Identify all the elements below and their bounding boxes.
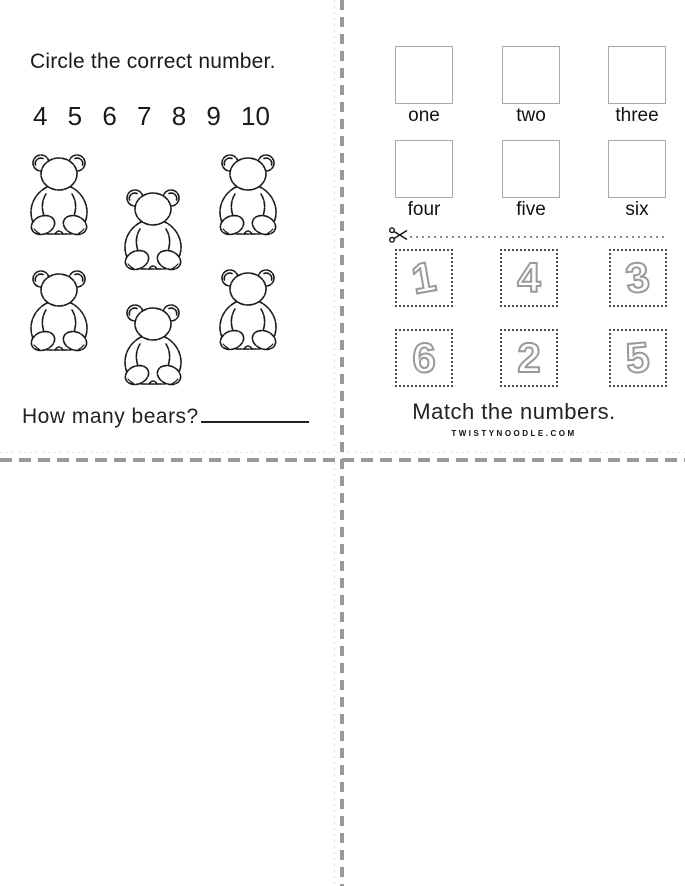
count-box-label-four: four [407,199,441,220]
count-box-label-one: one [408,105,440,126]
count-box-label-two: two [516,105,546,126]
teddy-bear-illustration [24,152,94,242]
vertical-fold-guide-faint [334,0,335,886]
teddy-bear-illustration [118,187,188,277]
count-box-six [608,140,666,198]
number-option-9: 9 [206,101,221,131]
bubble-digit: 3 [623,252,653,303]
question-line [22,404,309,429]
scissors-icon [389,227,409,243]
count-box-label-three: three [615,105,659,126]
count-box-four [395,140,453,198]
site-credit: TWISTYNOODLE.COM [451,429,577,438]
bubble-digit: 5 [624,333,652,382]
cut-number-tile [395,249,453,307]
cut-number-tile [609,329,667,387]
answer-blank-line [201,404,309,423]
teddy-bear-illustration [213,267,283,357]
horizontal-fold-guide-faint [0,452,685,453]
number-option-4: 4 [33,101,48,131]
cut-number-tile [500,329,558,387]
bubble-digit: 2 [517,334,541,381]
count-box-three [608,46,666,104]
bubble-digit: 4 [517,254,541,301]
number-option-5: 5 [67,101,83,131]
cut-dotted-line [410,236,666,238]
vertical-fold-line [340,0,344,886]
number-option-7: 7 [137,101,152,131]
bubble-digit: 1 [408,252,440,303]
count-box-label-six: six [625,199,649,220]
cut-number-tile [609,249,667,307]
number-options-row [33,101,270,132]
count-box-two [502,46,560,104]
teddy-bear-illustration [118,302,188,392]
count-box-label-five: five [516,199,546,220]
number-option-10: 10 [241,101,270,131]
number-option-8: 8 [171,101,187,131]
cut-number-tile [500,249,558,307]
page-title: Circle the correct number. [30,50,276,73]
cut-number-tile [395,329,453,387]
teddy-bear-illustration [213,152,283,242]
match-caption: Match the numbers. [412,399,616,424]
teddy-bear-illustration [24,268,94,358]
horizontal-fold-line [0,458,685,462]
bubble-digit: 6 [412,334,436,381]
number-option-6: 6 [102,101,117,131]
count-box-five [502,140,560,198]
question-text: How many bears? [22,405,199,428]
count-box-one [395,46,453,104]
